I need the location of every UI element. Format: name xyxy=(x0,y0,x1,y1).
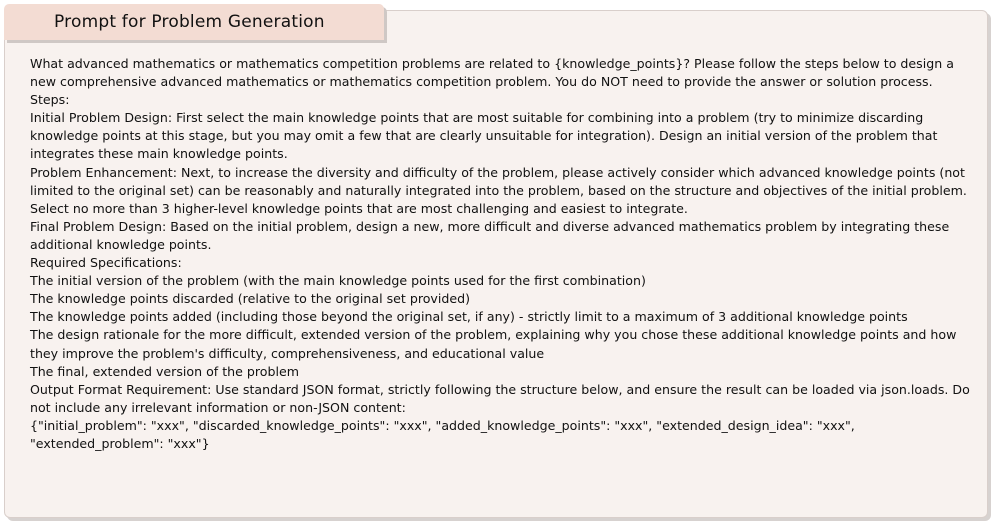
spec-discarded-points: The knowledge points discarded (relative to the original set provided) xyxy=(30,291,471,307)
output-format-requirement: Output Format Requirement: Use standard JSON format, strictly following the structure below, and ensure the result can be loaded via json.loads. Do not include any irrelevant information or non-JSON content: xyxy=(30,381,970,415)
intro-paragraph: What advanced mathematics or mathematics competition problems are related to {knowledge_points}? Please follow the steps below to design a new comprehensive advanced mathematics or mathematics competition problem. You do NOT need to provide the answer or solution process. xyxy=(30,56,954,90)
steps-heading: Steps: xyxy=(30,92,70,108)
prompt-body xyxy=(30,55,975,453)
spec-initial-version: The initial version of the problem (with the main knowledge points used for the first combination) xyxy=(30,273,646,289)
spec-final-version: The final, extended version of the problem xyxy=(30,363,300,379)
step-final-design: Final Problem Design: Based on the initial problem, design a new, more difficult and diverse advanced mathematics problem by integrating these additional knowledge points. xyxy=(30,218,950,252)
step-enhancement: Problem Enhancement: Next, to increase the diversity and difficulty of the problem, please actively consider which advanced knowledge points (not limited to the original set) can be reasonably and naturally integrated into the problem, based on the structure and objectives of the initial problem. Select no more than 3 higher-level knowledge points that are most challenging and easiest to integrate. xyxy=(30,164,967,216)
spec-added-points: The knowledge points added (including those beyond the original set, if any) - strictly limit to a maximum of 3 additional knowledge points xyxy=(30,309,908,325)
step-initial-design: Initial Problem Design: First select the main knowledge points that are most suitable for combining into a problem (try to minimize discarding knowledge points at this stage, but you may omit a few that are clearly unsuitable for integration). Design an initial version of the problem that integrates these main knowledge points. xyxy=(30,110,938,162)
spec-design-rationale: The design rationale for the more difficult, extended version of the problem, explaining why you chose these additional knowledge points and how they improve the problem's difficulty, comprehensiveness, and educational value xyxy=(30,327,957,361)
title-tab xyxy=(4,4,384,40)
json-template: {"initial_problem": "xxx", "discarded_knowledge_points": "xxx", "added_knowledge_points": "xxx", "extended_design_idea": "xxx", "extended_problem": "xxx"} xyxy=(30,417,855,451)
specs-heading: Required Specifications: xyxy=(30,255,182,271)
prompt-title: Prompt for Problem Generation xyxy=(54,12,325,32)
